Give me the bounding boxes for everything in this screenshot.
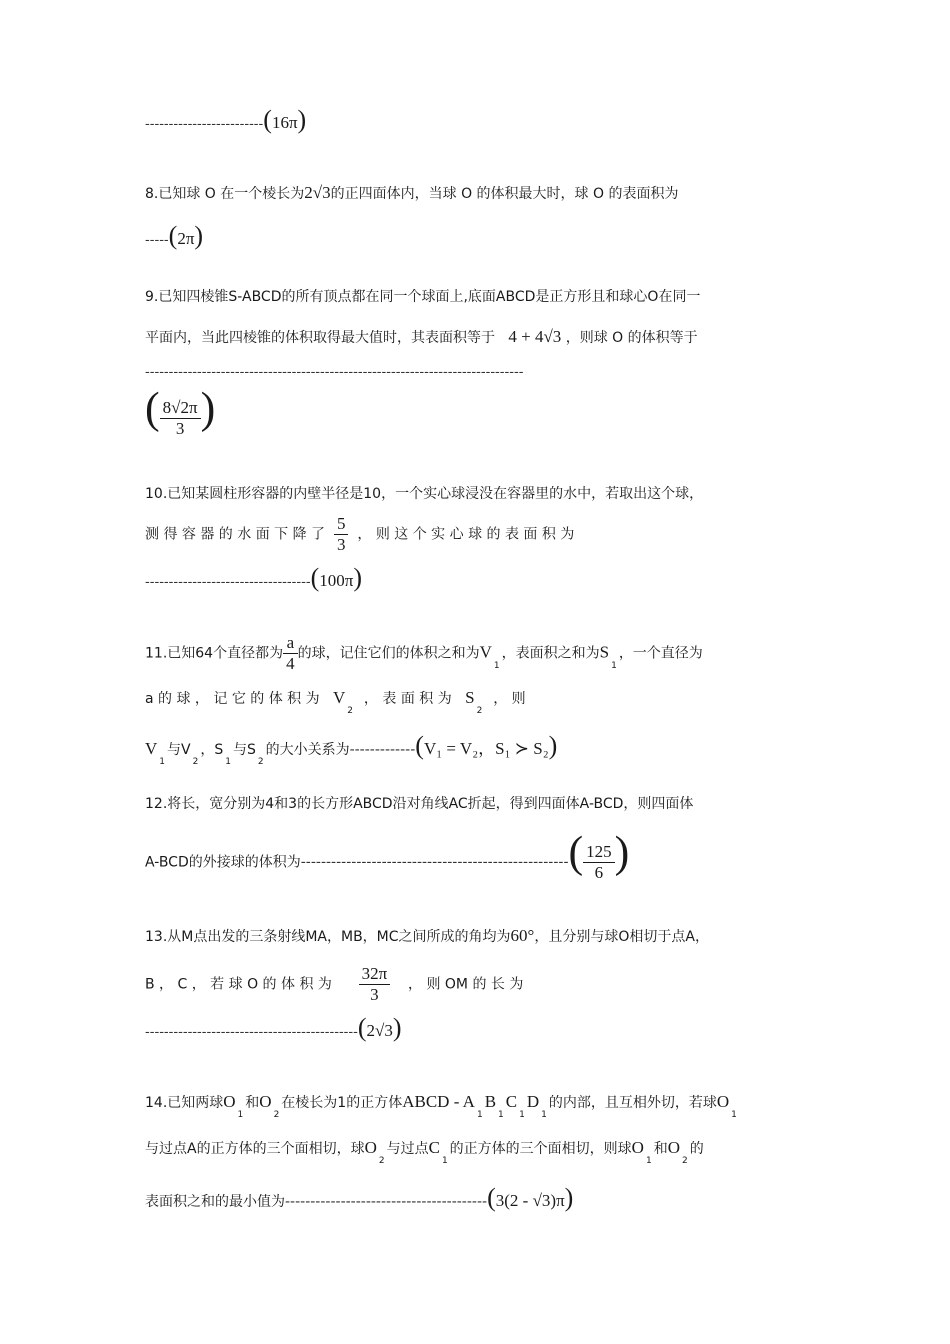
q14-line-2: 与过点A的正方体的三个面相切，球$O_2$与过点$C_1$的正方体的三个面相切，则球$O_1$和$O_2$的	[145, 1138, 704, 1166]
answer-blank: -------------	[349, 742, 416, 758]
q13-line-1: 13.从M点出发的三条射线MA，MB，MC之间所成的角均为60°，且分别与球O相切于点A，	[145, 926, 709, 945]
q11-line-2: a 的 球 ， 记 它 的 体 积 为 $V_2$ ， 表 面 积 为 $S_2$ ， 则	[145, 688, 526, 716]
answer-blank: -----------------------------------	[145, 574, 311, 590]
answer-fraction: $\frac{8√2\pi}{3}$	[160, 398, 201, 439]
edge-length: 2√3	[304, 183, 331, 202]
volume-fraction: $\frac{32\pi}{3}$	[359, 964, 391, 1005]
q9-answer: ( $\frac{8√2\pi}{3}$ )	[145, 383, 216, 438]
answer-blank: -----	[145, 232, 169, 248]
answer: 3(2 - √3)π	[495, 1191, 565, 1210]
q12-line-2: A-BCD的外接球的体积为-----------------------------------------------------( $\frac{125}{6}$ )	[145, 827, 630, 882]
answer: 100π	[319, 571, 354, 590]
q8-line-1: 8.已知球 O 在一个棱长为2√3的正四面体内，当球 O 的体积最大时，球 O 的表面积为	[145, 183, 679, 202]
answer: 2√3	[366, 1021, 393, 1040]
q12-line-1: 12.将长，宽分别为4和3的长方形ABCD沿对角线AC折起，得到四面体A-BCD，则四面体	[145, 796, 694, 812]
q9-line-1: 9.已知四棱锥S-ABCD的所有顶点都在同一个球面上,底面ABCD是正方形且和球心O在同一	[145, 289, 701, 305]
answer-blank: ----------------------------------------	[285, 1194, 488, 1210]
angle: 60°	[510, 926, 535, 945]
q10-line-2: 测 得 容 器 的 水 面 下 降 了 $\frac{5}{3}$ ， 则 这 个 实 心 球 的 表 面 积 为	[145, 514, 575, 554]
q14-line-1: 14.已知两球$O_1$和$O_2$在棱长为1的正方体ABCD - $A_1B_1C_1D_1$的内部，且互相外切，若球$O_1$	[145, 1092, 737, 1120]
q8-answer-line: -----(2π)	[145, 221, 204, 250]
q10-line-1: 10.已知某圆柱形容器的内壁半径是10，一个实心球浸没在容器里的水中，若取出这个球，	[145, 486, 704, 502]
q7-answer-line: -------------------------(16π)	[145, 105, 307, 134]
drop-fraction: $\frac{5}{3}$	[334, 514, 349, 555]
q11-line-3: $V_1$与$V_2$，$S_1$与$S_2$的大小关系为-------------(V₁ = V₂，S₁ ≻ S₂)	[145, 731, 558, 767]
answer-blank: -------------------------	[145, 116, 264, 132]
q13-line-2: B ， C ， 若 球 O 的 体 积 为 $\frac{32\pi}{3}$ ， 则 OM 的 长 为	[145, 964, 524, 1004]
answer: 2π	[177, 229, 195, 248]
q9-blank	[145, 362, 523, 382]
answer-blank: --------------------------------------------------------------------------------	[145, 364, 524, 380]
q14-line-3: 表面积之和的最小值为----------------------------------------(3(2 - √3)π)	[145, 1183, 574, 1212]
diameter-fraction: $\frac{a}{4}$	[283, 633, 298, 674]
answer: V₁ = V₂，S₁ ≻ S₂	[423, 739, 549, 758]
q13-answer-line: ---------------------------------------------(2√3)	[145, 1013, 402, 1042]
answer-fraction: $\frac{125}{6}$	[583, 842, 615, 883]
surface-area: 4 + 4√3	[508, 327, 562, 346]
answer-blank: ---------------------------------------------	[145, 1024, 358, 1040]
answer-blank: -----------------------------------------------------	[300, 854, 569, 871]
q11-line-1: 11.已知64个直径都为 $\frac{a}{4}$ 的球，记住它们的体积之和为$V_1$，表面积之和为$S_1$，一个直径为	[145, 633, 703, 673]
q9-line-2: 平面内，当此四棱锥的体积取得最大值时，其表面积等于 4 + 4√3 ，则球 O 的体积等于	[145, 327, 698, 346]
answer: 16π	[271, 113, 298, 132]
q10-answer-line: -----------------------------------(100π)	[145, 563, 363, 592]
